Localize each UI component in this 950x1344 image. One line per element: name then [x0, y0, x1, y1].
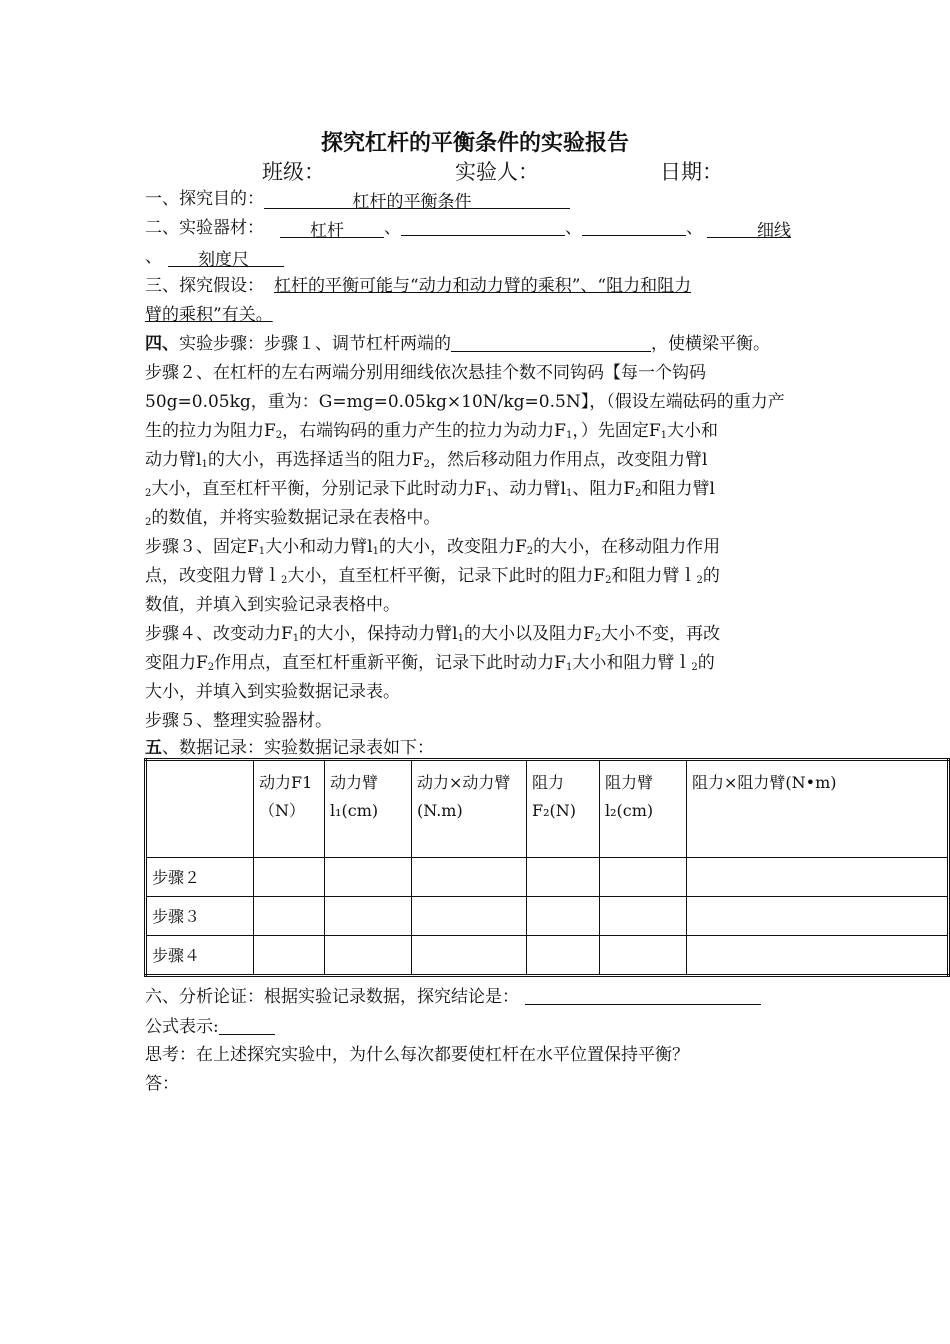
date-label: 日期：: [660, 160, 723, 184]
section-equipment: 二、实验器材： 杠杆 、 、 、 细线: [145, 218, 791, 241]
step2-line-6: $_2$的数值，并将实验数据记录在表格中。: [145, 508, 441, 528]
table-cell[interactable]: [325, 897, 412, 936]
table-cell[interactable]: [687, 936, 949, 976]
row-label: 步骤４: [146, 936, 254, 976]
steps-label: 实验步骤：步骤１、调节杠杆两端的: [179, 334, 451, 354]
table-cell[interactable]: [325, 936, 412, 976]
step2-line-3: 生的拉力为阻力$F_2$，右端钩码的重力产生的拉力为动力$F_1$，）先固定$F_1$大小和: [145, 421, 719, 441]
table-cell[interactable]: [254, 858, 325, 897]
table-cell[interactable]: [687, 858, 949, 897]
equipment-label: 二、实验器材：: [145, 218, 264, 238]
step3-line-3: 数值，并填入到实验记录表格中。: [145, 595, 400, 615]
table-row: [146, 936, 949, 976]
equipment-item-3-blank: [582, 217, 686, 236]
step2-line-1: 步骤２、在杠杆的左右两端分别用细线依次悬挂个数不同钩码【每一个钩码: [145, 363, 706, 383]
experimenter-label: 实验人：: [455, 160, 539, 184]
step2-line-5: $_2$大小，直至杠杆平衡，分别记录下此时动力$F_1$、动力臂$l_1$、阻力$F_2$和阻力臂l: [145, 479, 715, 499]
data-record-label: 、数据记录：实验数据记录表如下：: [162, 738, 434, 758]
section-hypothesis-cont: [145, 303, 273, 327]
class-label: 班级：: [262, 160, 325, 184]
answer-label: 答：: [145, 1074, 179, 1094]
table-row: [146, 858, 949, 897]
table-header-cell: 阻力F₂(N): [527, 760, 600, 858]
table-row: [146, 897, 949, 936]
section-steps: 四、实验步骤：步骤１、调节杠杆两端的 ，使横梁平衡。: [145, 334, 770, 354]
data-table: [144, 758, 950, 977]
step3-line-1: 步骤３、固定$F_1$大小和动力臂$l_1$的大小，改变阻力$F_2$的大小，在移动阻力作用: [145, 537, 721, 557]
formula-blank[interactable]: [219, 1016, 275, 1035]
table-header-cell: 动力F1（N）: [254, 760, 325, 858]
table-header-cell: 阻力臂l₂(cm): [600, 760, 687, 858]
hypothesis-line-1: 杠杆的平衡可能与“动力和动力臂的乘积”、“阻力和阻力: [274, 276, 692, 296]
table-cell[interactable]: [687, 897, 949, 936]
table-header-row: [146, 760, 949, 858]
equipment-item-1: 杠杆: [280, 219, 384, 238]
step2-line-2: 50g=0.05kg，重为：G=mg=0.05kg×10N/kg=0.5N】，（假设左端砝码的重力产: [145, 392, 785, 412]
section-data-record: 五、数据记录：实验数据记录表如下：: [145, 738, 434, 758]
table-header-cell: [146, 760, 254, 858]
step3-line-2: 点，改变阻力臂ｌ$_2$大小，直至杠杆平衡，记录下此时的阻力$F_2$和阻力臂ｌ$_2$的: [145, 566, 720, 586]
section-hypothesis: [145, 274, 691, 298]
table-cell[interactable]: [527, 897, 600, 936]
step2-line-4: 动力臂$l_1$的大小，再选择适当的阻力$F_2$，然后移动阻力作用点，改变阻力臂l: [145, 450, 708, 470]
table-cell[interactable]: [600, 897, 687, 936]
section-analysis: [145, 985, 761, 1009]
step4-line-1: 步骤４、改变动力$F_1$的大小，保持动力臂$l_1$的大小以及阻力$F_2$大小不变，再改: [145, 624, 721, 644]
conclusion-blank[interactable]: [525, 986, 761, 1005]
formula-line: [145, 1015, 275, 1039]
table-cell[interactable]: [600, 936, 687, 976]
step5-line: 步骤５、整理实验器材。: [145, 711, 332, 731]
section-purpose: [145, 187, 570, 211]
purpose-value: 杠杆的平衡条件: [264, 190, 570, 209]
think-question: 思考：在上述探究实验中，为什么每次都要使杠杆在水平位置保持平衡？: [145, 1045, 689, 1065]
table-cell[interactable]: [527, 858, 600, 897]
table-cell[interactable]: [325, 858, 412, 897]
step4-line-3: 大小，并填入到实验数据记录表。: [145, 682, 400, 702]
table-header-cell: 动力臂l₁(cm): [325, 760, 412, 858]
purpose-label: 一、探究目的：: [145, 189, 264, 209]
table-cell[interactable]: [412, 858, 527, 897]
analysis-label: 六、分析论证：根据实验记录数据，探究结论是：: [145, 987, 519, 1007]
row-label: 步骤３: [146, 897, 254, 936]
table-cell[interactable]: [527, 936, 600, 976]
table-cell[interactable]: [412, 936, 527, 976]
equipment-item-4: 细线: [707, 219, 791, 238]
table-cell[interactable]: [254, 897, 325, 936]
table-header-cell: 阻力×阻力臂(N•m): [687, 760, 949, 858]
table-cell[interactable]: [412, 897, 527, 936]
hypothesis-label: 三、探究假设：: [145, 276, 264, 296]
formula-label: 公式表示:: [145, 1017, 219, 1037]
table-cell[interactable]: [254, 936, 325, 976]
row-label: 步骤２: [146, 858, 254, 897]
equipment-item-5: 刻度尺: [168, 248, 284, 267]
equipment-item-2-blank: [401, 217, 565, 236]
report-title: 探究杠杆的平衡条件的实验报告: [320, 131, 629, 156]
step4-line-2: 变阻力$F_2$作用点，直至杠杆重新平衡，记录下此时动力$F_1$大小和阻力臂ｌ$_2$的: [145, 653, 715, 673]
step1-blank: [451, 333, 651, 352]
hypothesis-line-2: 臂的乘积”有关。: [145, 305, 273, 325]
table-cell[interactable]: [600, 858, 687, 897]
table-header-cell: 动力×动力臂(N.m): [412, 760, 527, 858]
section-equipment-cont: 、 刻度尺: [145, 245, 284, 269]
